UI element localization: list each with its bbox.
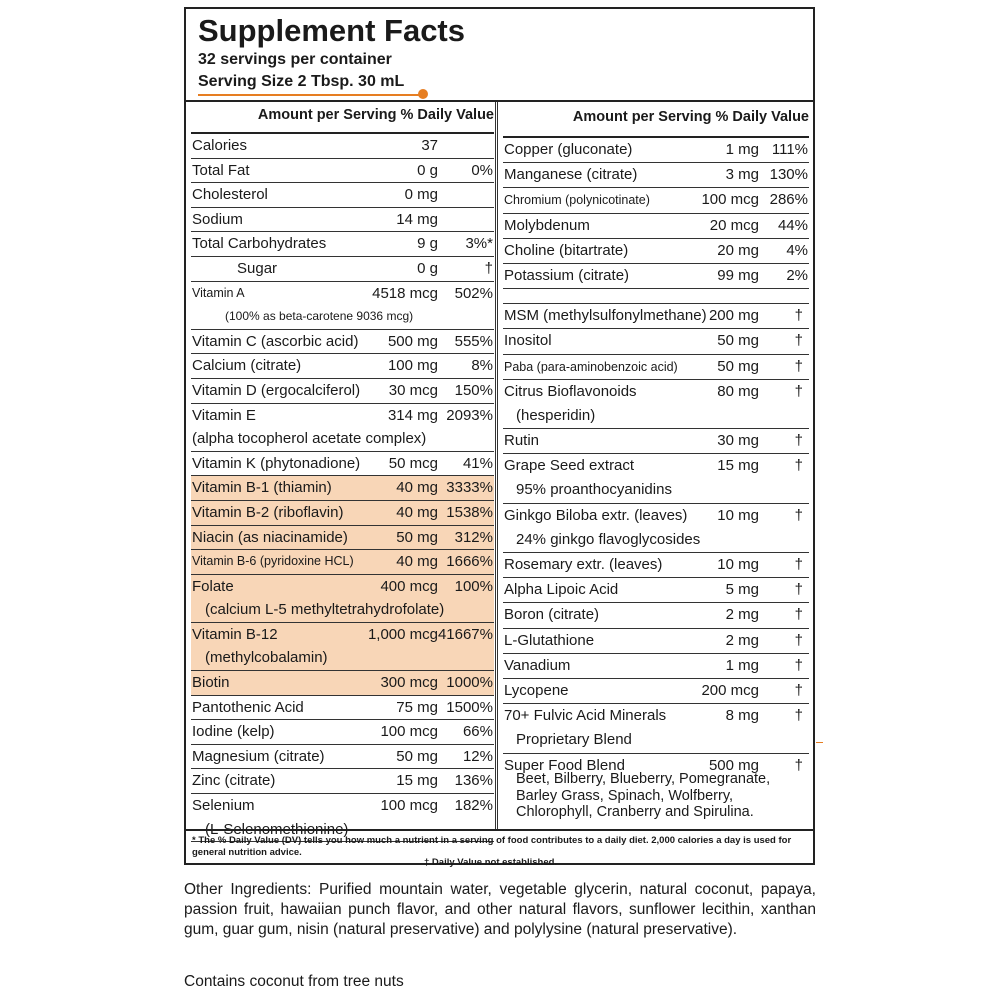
- nutrient-row: [503, 704, 809, 753]
- nutrient-amount: 300 mcg: [380, 674, 438, 692]
- nutrient-row: [503, 329, 809, 354]
- nutrient-daily-value: †: [794, 457, 803, 475]
- nutrient-row: [191, 354, 494, 379]
- nutrient-daily-value: 312%: [454, 528, 493, 546]
- nutrient-amount: 50 mg: [396, 528, 438, 546]
- nutrient-name: Vitamin A: [192, 285, 245, 300]
- nutrient-daily-value: 41%: [462, 454, 493, 472]
- left-column-heading: Amount per Serving % Daily Value: [191, 102, 494, 134]
- right-column: [503, 102, 809, 825]
- nutrient-name: 70+ Fulvic Acid Minerals: [504, 707, 667, 725]
- other-ingredients: Other Ingredients: Purified mountain water, vegetable glycerin, natural coconut, papaya, passion fruit, hawaiian punch flavor, and other natural flavors, sunflower lecithin, xanthan gum, guar gum, nisin (natural preservative) and polylysine (natural preservative).: [184, 881, 816, 938]
- nutrient-name: Boron (citrate): [504, 606, 600, 624]
- serving-size-accent-line: [198, 94, 423, 96]
- nutrient-amount: 0 mg: [404, 186, 438, 204]
- nutrient-row: [503, 138, 809, 163]
- nutrient-note: (L-Selenomethionine): [205, 820, 349, 838]
- nutrient-name: Chromium (polynicotinate): [504, 193, 650, 208]
- nutrient-amount: 10 mg: [717, 506, 759, 524]
- right-column-heading: Amount per Serving % Daily Value: [503, 102, 809, 138]
- nutrient-row: [503, 188, 809, 213]
- super-food-description: Beet, Bilberry, Blueberry, Pomegranate, Barley Grass, Spinach, Wolfberry, Chlorophyll, Cranberry and Spirulina.: [516, 771, 771, 821]
- nutrient-name: Rutin: [504, 432, 540, 450]
- nutrient-amount: 40 mg: [396, 503, 438, 521]
- footnote: [192, 835, 812, 868]
- super-food-row: [503, 754, 809, 825]
- nutrient-row: [191, 134, 494, 159]
- nutrient-amount: 15 mg: [396, 772, 438, 790]
- nutrient-daily-value: 111%: [771, 141, 808, 158]
- nutrient-daily-value: 1500%: [446, 698, 493, 716]
- nutrient-daily-value: 12%: [462, 747, 493, 765]
- nutrient-daily-value: 0%: [471, 161, 493, 179]
- nutrient-row: [191, 575, 494, 623]
- nutrient-daily-value: †: [794, 382, 803, 400]
- nutrient-name: Iodine (kelp): [192, 723, 275, 741]
- nutrient-name: Grape Seed extract: [504, 457, 635, 475]
- nutrient-note: 24% ginkgo flavoglycosides: [516, 530, 701, 548]
- nutrient-name: Paba (para-aminobenzoic acid): [504, 359, 678, 374]
- nutrient-amount: 20 mg: [717, 241, 759, 259]
- nutrient-amount: 100 mcg: [380, 797, 438, 815]
- nutrient-name: Vitamin C (ascorbic acid): [192, 332, 359, 350]
- nutrient-amount: 30 mg: [717, 432, 759, 450]
- nutrient-daily-value: †: [794, 756, 803, 774]
- nutrient-name: Cholesterol: [192, 186, 268, 204]
- nutrient-daily-value: 1666%: [446, 553, 493, 571]
- nutrient-name: Lycopene: [504, 681, 569, 699]
- nutrient-name: Pantothenic Acid: [192, 698, 304, 716]
- nutrient-name: Choline (bitartrate): [504, 241, 629, 259]
- nutrient-amount: 50 mg: [396, 747, 438, 765]
- nutrient-name: Manganese (citrate): [504, 166, 638, 184]
- nutrient-amount: 50 mg: [717, 332, 759, 350]
- nutrient-name: Sugar: [237, 259, 278, 277]
- nutrient-amount: 100 mcg: [701, 191, 759, 209]
- nutrient-name: Ginkgo Biloba extr. (leaves): [504, 506, 688, 524]
- nutrient-name: Vitamin B-2 (riboflavin): [192, 503, 344, 521]
- nutrient-amount: 4518 mcg: [372, 284, 438, 302]
- nutrient-daily-value: 100%: [454, 577, 493, 595]
- nutrient-daily-value: 150%: [454, 381, 493, 399]
- nutrient-daily-value: †: [794, 332, 803, 350]
- nutrient-name: Potassium (citrate): [504, 266, 630, 284]
- nutrient-daily-value: 44%: [777, 216, 808, 234]
- nutrient-name: Vanadium: [504, 656, 571, 674]
- nutrient-row: [503, 629, 809, 654]
- nutrient-name: Vitamin B-6 (pyridoxine HCL): [192, 554, 354, 569]
- nutrient-name: MSM (methylsulfonylmethane): [504, 307, 707, 325]
- nutrient-daily-value: 1000%: [446, 674, 493, 692]
- nutrient-note: (calcium L-5 methyltetrahydrofolate): [205, 601, 445, 619]
- nutrient-amount: 200 mg: [708, 307, 759, 325]
- nutrient-row: [191, 330, 494, 355]
- left-nutrient-list: [191, 134, 494, 842]
- nutrient-amount: 0 g: [417, 259, 438, 277]
- nutrient-name: Alpha Lipoic Acid: [504, 581, 619, 599]
- nutrient-amount: 30 mcg: [388, 381, 438, 399]
- nutrient-amount: 200 mcg: [701, 681, 759, 699]
- nutrient-row: [503, 679, 809, 704]
- nutrient-note: 95% proanthocyanidins: [516, 481, 672, 499]
- nutrient-daily-value: 3%*: [465, 235, 493, 253]
- nutrient-daily-value: 182%: [454, 797, 493, 815]
- nutrient-row: [191, 208, 494, 233]
- nutrient-daily-value: †: [484, 259, 493, 277]
- nutrient-note: (hesperidin): [516, 406, 596, 424]
- allergen-statement: Contains coconut from tree nuts: [184, 973, 404, 990]
- nutrient-row: [191, 404, 494, 452]
- nutrient-amount: 15 mg: [717, 457, 759, 475]
- nutrient-amount: 9 g: [417, 235, 438, 253]
- nutrient-name: Vitamin B-12: [192, 625, 278, 643]
- nutrient-name: Rosemary extr. (leaves): [504, 556, 663, 573]
- nutrient-note: (methylcobalamin): [205, 649, 328, 667]
- section-gap: [503, 289, 809, 304]
- nutrient-name: Total Carbohydrates: [192, 235, 327, 253]
- nutrient-amount: 14 mg: [396, 210, 438, 228]
- nutrient-name: L-Glutathione: [504, 631, 595, 649]
- nutrient-daily-value: 66%: [462, 723, 493, 741]
- nutrient-row: [191, 696, 494, 721]
- nutrient-daily-value: 136%: [454, 772, 493, 790]
- nutrient-row: [191, 476, 494, 501]
- nutrient-daily-value: 502%: [454, 284, 493, 302]
- nutrient-daily-value: 41667%: [437, 625, 493, 643]
- nutrient-name: Niacin (as niacinamide): [192, 528, 348, 546]
- nutrient-row: [503, 429, 809, 454]
- nutrient-row: [503, 553, 809, 578]
- nutrient-daily-value: †: [794, 506, 803, 524]
- nutrient-amount: 2 mg: [725, 631, 759, 649]
- nutrient-amount: 80 mg: [717, 382, 759, 400]
- nutrient-amount: 3 mg: [725, 166, 759, 184]
- right-nutrient-list-top: [503, 138, 809, 289]
- nutrient-daily-value: 1538%: [446, 503, 493, 521]
- nutrient-daily-value: 2093%: [446, 406, 493, 424]
- nutrient-amount: 500 mg: [387, 332, 438, 350]
- nutrient-name: Copper (gluconate): [504, 141, 633, 158]
- nutrient-amount: 40 mg: [396, 479, 438, 497]
- nutrient-amount: 2 mg: [725, 606, 759, 624]
- nutrient-row: [191, 720, 494, 745]
- panel-title: Supplement Facts: [198, 13, 465, 48]
- nutrient-daily-value: †: [794, 631, 803, 649]
- serving-size-accent-dot: [418, 89, 428, 99]
- nutrient-row: [191, 623, 494, 671]
- nutrient-amount: 500 mg: [708, 756, 759, 774]
- nutrient-daily-value: †: [794, 357, 803, 375]
- nutrient-amount: 1,000 mcg: [367, 625, 438, 643]
- nutrient-row: [503, 578, 809, 603]
- nutrient-amount: 400 mcg: [380, 577, 438, 595]
- nutrient-name: Calories: [192, 137, 248, 154]
- nutrient-daily-value: 4%: [786, 241, 808, 259]
- nutrient-row: [191, 671, 494, 696]
- nutrient-amount: 50 mg: [717, 357, 759, 375]
- nutrient-row: [503, 355, 809, 380]
- daily-value-footnote: * The % Daily Value (DV) tells you how much a nutrient in a serving of food contributes to a daily diet. 2,000 calories a day is used for general nutrition advice.: [192, 835, 792, 858]
- nutrient-name: Zinc (citrate): [192, 772, 276, 790]
- nutrient-row: [503, 264, 809, 289]
- nutrient-name: Magnesium (citrate): [192, 747, 325, 765]
- nutrient-row: [191, 257, 494, 282]
- nutrient-daily-value: 286%: [769, 191, 808, 209]
- nutrient-row: [503, 239, 809, 264]
- nutrient-amount: 20 mcg: [709, 216, 759, 234]
- nutrient-row: [191, 159, 494, 184]
- dagger-footnote: † Daily Value not established.: [424, 857, 558, 868]
- nutrient-amount: 5 mg: [725, 581, 759, 599]
- servings-per-container: 32 servings per container: [198, 51, 392, 68]
- nutrient-daily-value: 3333%: [446, 479, 493, 497]
- nutrient-name: Vitamin K (phytonadione): [192, 454, 361, 472]
- nutrient-name: Folate: [192, 577, 234, 595]
- nutrient-name: Inositol: [504, 332, 552, 350]
- nutrient-row: [503, 504, 809, 553]
- nutrient-row: [191, 550, 494, 575]
- nutrient-amount: 10 mg: [717, 556, 759, 573]
- nutrient-daily-value: †: [794, 556, 803, 573]
- nutrient-row: [191, 232, 494, 257]
- nutrient-amount: 37: [421, 137, 438, 154]
- nutrient-name: Calcium (citrate): [192, 357, 302, 375]
- nutrient-name: Molybdenum: [504, 216, 590, 234]
- nutrient-row: [503, 214, 809, 239]
- nutrient-note: (alpha tocopherol acetate complex): [192, 430, 427, 448]
- nutrient-amount: 100 mg: [387, 357, 438, 375]
- accent-mark-right: [816, 742, 823, 743]
- nutrient-row: [191, 183, 494, 208]
- serving-size: Serving Size 2 Tbsp. 30 mL: [198, 73, 405, 90]
- footnote-rule: [186, 829, 813, 831]
- nutrient-amount: 0 g: [417, 161, 438, 179]
- nutrient-daily-value: 8%: [471, 357, 493, 375]
- column-divider: [495, 102, 498, 829]
- nutrient-amount: 50 mcg: [388, 454, 438, 472]
- nutrient-daily-value: †: [794, 581, 803, 599]
- nutrient-row: [503, 304, 809, 329]
- nutrient-note: (100% as beta-carotene 9036 mcg): [225, 309, 414, 324]
- nutrient-row: [191, 452, 494, 477]
- left-column: [191, 102, 494, 842]
- nutrient-row: [191, 769, 494, 794]
- nutrient-name: Super Food Blend: [504, 756, 625, 774]
- nutrient-amount: 99 mg: [717, 266, 759, 284]
- nutrient-name: Vitamin D (ergocalciferol): [192, 381, 361, 399]
- nutrient-amount: 1 mg: [725, 656, 759, 674]
- nutrient-row: [191, 379, 494, 404]
- nutrient-name: Selenium: [192, 797, 255, 815]
- nutrient-daily-value: †: [794, 307, 803, 325]
- nutrient-daily-value: 130%: [769, 166, 808, 184]
- nutrient-daily-value: †: [794, 656, 803, 674]
- nutrient-name: Sodium: [192, 210, 243, 228]
- nutrient-daily-value: †: [794, 681, 803, 699]
- nutrient-name: Vitamin B-1 (thiamin): [192, 479, 332, 497]
- nutrient-row: [191, 501, 494, 526]
- nutrient-daily-value: 2%: [786, 266, 808, 284]
- nutrient-daily-value: 555%: [454, 332, 493, 350]
- nutrient-name: Total Fat: [192, 161, 250, 179]
- nutrient-name: Biotin: [192, 674, 230, 692]
- nutrient-daily-value: †: [794, 606, 803, 624]
- nutrient-row: [191, 282, 494, 330]
- nutrient-row: [503, 454, 809, 503]
- nutrient-note: Proprietary Blend: [516, 731, 632, 749]
- nutrient-daily-value: †: [794, 432, 803, 450]
- nutrient-amount: 8 mg: [725, 707, 759, 725]
- nutrient-row: [503, 380, 809, 429]
- nutrient-row: [503, 603, 809, 628]
- nutrient-amount: 314 mg: [387, 406, 438, 424]
- nutrient-row: [503, 163, 809, 188]
- supplement-facts-panel: [184, 7, 815, 868]
- nutrient-row: [503, 654, 809, 679]
- right-nutrient-list-bottom: [503, 304, 809, 753]
- nutrient-row: [191, 745, 494, 770]
- nutrient-daily-value: †: [794, 707, 803, 725]
- nutrient-row: [191, 526, 494, 551]
- nutrient-amount: 1 mg: [725, 141, 759, 158]
- nutrient-amount: 75 mg: [396, 698, 438, 716]
- nutrient-name: Vitamin E: [192, 406, 256, 424]
- nutrient-name: Citrus Bioflavonoids: [504, 382, 637, 400]
- nutrient-amount: 40 mg: [396, 553, 438, 571]
- nutrient-amount: 100 mcg: [380, 723, 438, 741]
